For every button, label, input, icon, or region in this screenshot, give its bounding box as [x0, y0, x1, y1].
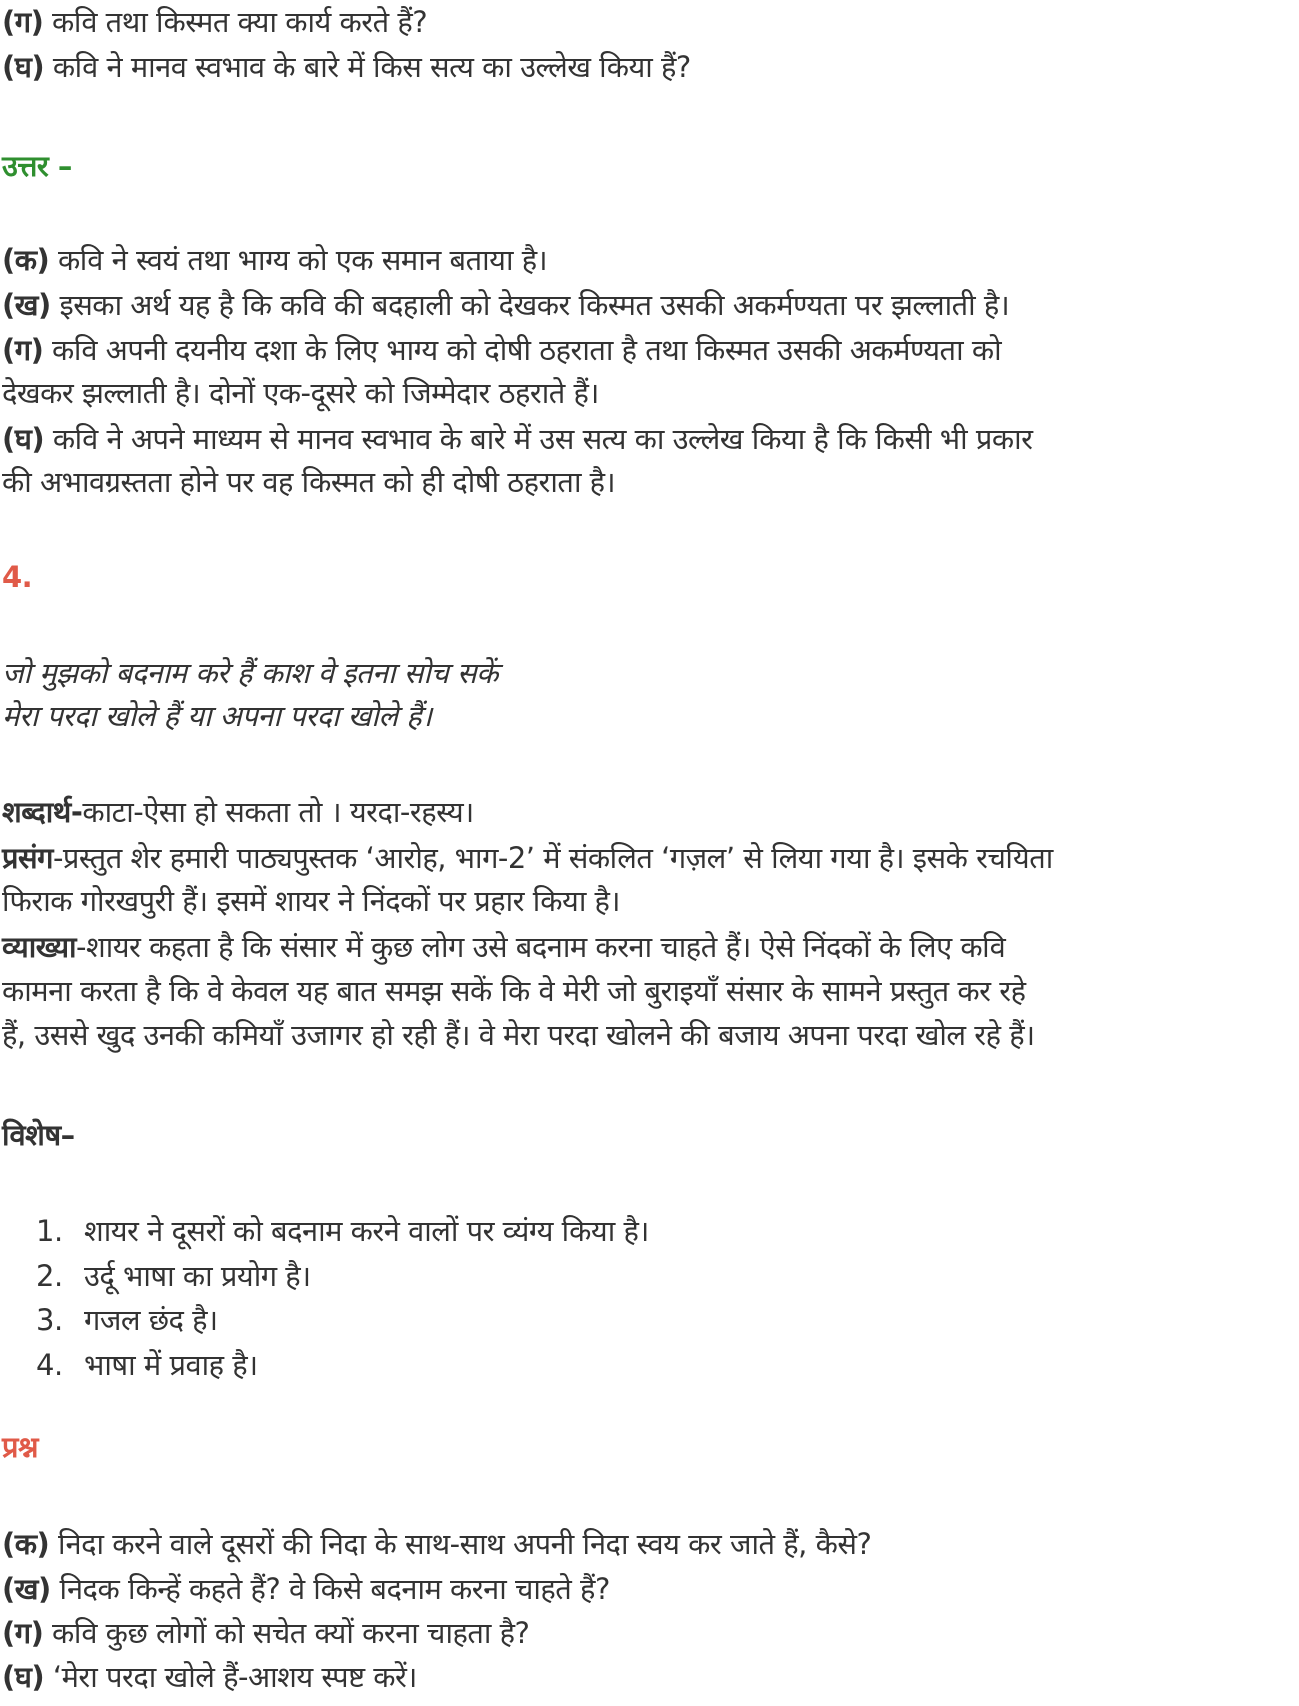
answer-line-cont: की अभावग्रस्तता होने पर वह किस्मत को ही दोषी ठहराता है। — [2, 465, 616, 499]
vyakhya-cont: कामना करता है कि वे केवल यह बात समझ सकें कि वे मेरी जो बुराइयाँ संसार के सामने प्रस्तुत कर रहे — [2, 974, 1026, 1008]
answer-line — [2, 283, 1009, 327]
label: (क) — [2, 243, 50, 277]
label: (ख) — [2, 1572, 51, 1606]
text: इसका अर्थ यह है कि कवि की बदहाली को देखकर किस्मत उसकी अकर्मण्यता पर झल्लाती है। — [50, 288, 1010, 322]
label: व्याख्या — [2, 930, 77, 964]
label: (ग) — [2, 5, 44, 39]
text: -शायर कहता है कि संसार में कुछ लोग उसे बदनाम करना चाहते हैं। ऐसे निंदकों के लिए कवि — [76, 930, 1006, 964]
answer-line — [2, 238, 547, 282]
label: (घ) — [2, 422, 45, 456]
text: काटा-ऐसा हो सकता तो । यरदा-रहस्य। — [82, 795, 474, 829]
list-number: 2. — [36, 1259, 63, 1293]
list-number: 1. — [36, 1214, 63, 1248]
question-line — [2, 1611, 529, 1655]
answer-heading: उत्तर – — [2, 149, 72, 183]
poem-line: जो मुझको बदनाम करे हैं काश वे इतना सोच सकें — [2, 656, 498, 690]
label: (घ) — [2, 1660, 45, 1694]
vyakhya — [2, 925, 1005, 969]
text: कवि ने अपने माध्यम से मानव स्वभाव के बारे में उस सत्य का उल्लेख किया है कि किसी भी प्रकार — [44, 422, 1033, 456]
answer-line — [2, 417, 1033, 461]
prasang — [2, 836, 1053, 880]
section-number: 4. — [2, 560, 33, 594]
list-item — [36, 1298, 218, 1342]
answer-line-cont: देखकर झल्लाती है। दोनों एक-दूसरे को जिम्मेदार ठहराते हैं। — [2, 376, 599, 410]
label: (ग) — [2, 1616, 44, 1650]
list-item — [36, 1254, 311, 1298]
question-line — [2, 45, 691, 89]
question-line — [2, 1655, 417, 1699]
text: कवि कुछ लोगों को सचेत क्यों करना चाहता है? — [43, 1616, 530, 1650]
text: निदा करने वाले दूसरों की निदा के साथ-साथ अपनी निदा स्वय कर जाते हैं, कैसे? — [49, 1527, 872, 1561]
text: कवि ने स्वयं तथा भाग्य को एक समान बताया है। — [49, 243, 548, 277]
text: उर्दू भाषा का प्रयोग है। — [84, 1259, 311, 1293]
prasang-cont: फिराक गोरखपुरी हैं। इसमें शायर ने निंदकों पर प्रहार किया है। — [2, 884, 620, 918]
poem-line: मेरा परदा खोले हैं या अपना परदा खोले हैं। — [2, 699, 432, 733]
question-line — [2, 1522, 871, 1566]
label: (ग) — [2, 333, 44, 367]
label: (क) — [2, 1527, 50, 1561]
label: (ख) — [2, 288, 51, 322]
text: गजल छंद है। — [84, 1303, 218, 1337]
label: (घ) — [2, 50, 45, 84]
text: भाषा में प्रवाह है। — [84, 1348, 258, 1382]
text: ‘मेरा परदा खोले हैं-आशय स्पष्ट करें। — [44, 1660, 417, 1694]
answer-line — [2, 328, 1001, 372]
label: प्रसंग — [2, 841, 53, 875]
text: -प्रस्तुत शेर हमारी पाठ्यपुस्तक ‘आरोह, भाग-2’ में संकलित ‘गज़ल’ से लिया गया है। इसके रचयिता — [52, 841, 1053, 875]
text: शायर ने दूसरों को बदनाम करने वालों पर व्यंग्य किया है। — [84, 1214, 649, 1248]
list-number: 3. — [36, 1303, 63, 1337]
list-number: 4. — [36, 1348, 63, 1382]
list-item — [36, 1209, 649, 1253]
shabdarth — [2, 790, 474, 834]
text: कवि तथा किस्मत क्या कार्य करते हैं? — [43, 5, 428, 39]
text: निदक किन्हें कहते हैं? वे किसे बदनाम करना चाहते हैं? — [50, 1572, 610, 1606]
text: कवि अपनी दयनीय दशा के लिए भाग्य को दोषी ठहराता है तथा किस्मत उसकी अकर्मण्यता को — [43, 333, 1002, 367]
question-line — [2, 0, 427, 44]
vyakhya-cont: हैं, उससे खुद उनकी कमियाँ उजागर हो रही हैं। वे मेरा परदा खोलने की बजाय अपना परदा खोल रहे हैं। — [2, 1018, 1035, 1052]
list-item — [36, 1343, 258, 1387]
question-heading: प्रश्न — [2, 1430, 39, 1464]
question-line — [2, 1567, 610, 1611]
label: शब्दार्थ- — [2, 795, 83, 829]
vishesh-heading: विशेष– — [2, 1118, 75, 1152]
text: कवि ने मानव स्वभाव के बारे में किस सत्य का उल्लेख किया हैं? — [44, 50, 691, 84]
